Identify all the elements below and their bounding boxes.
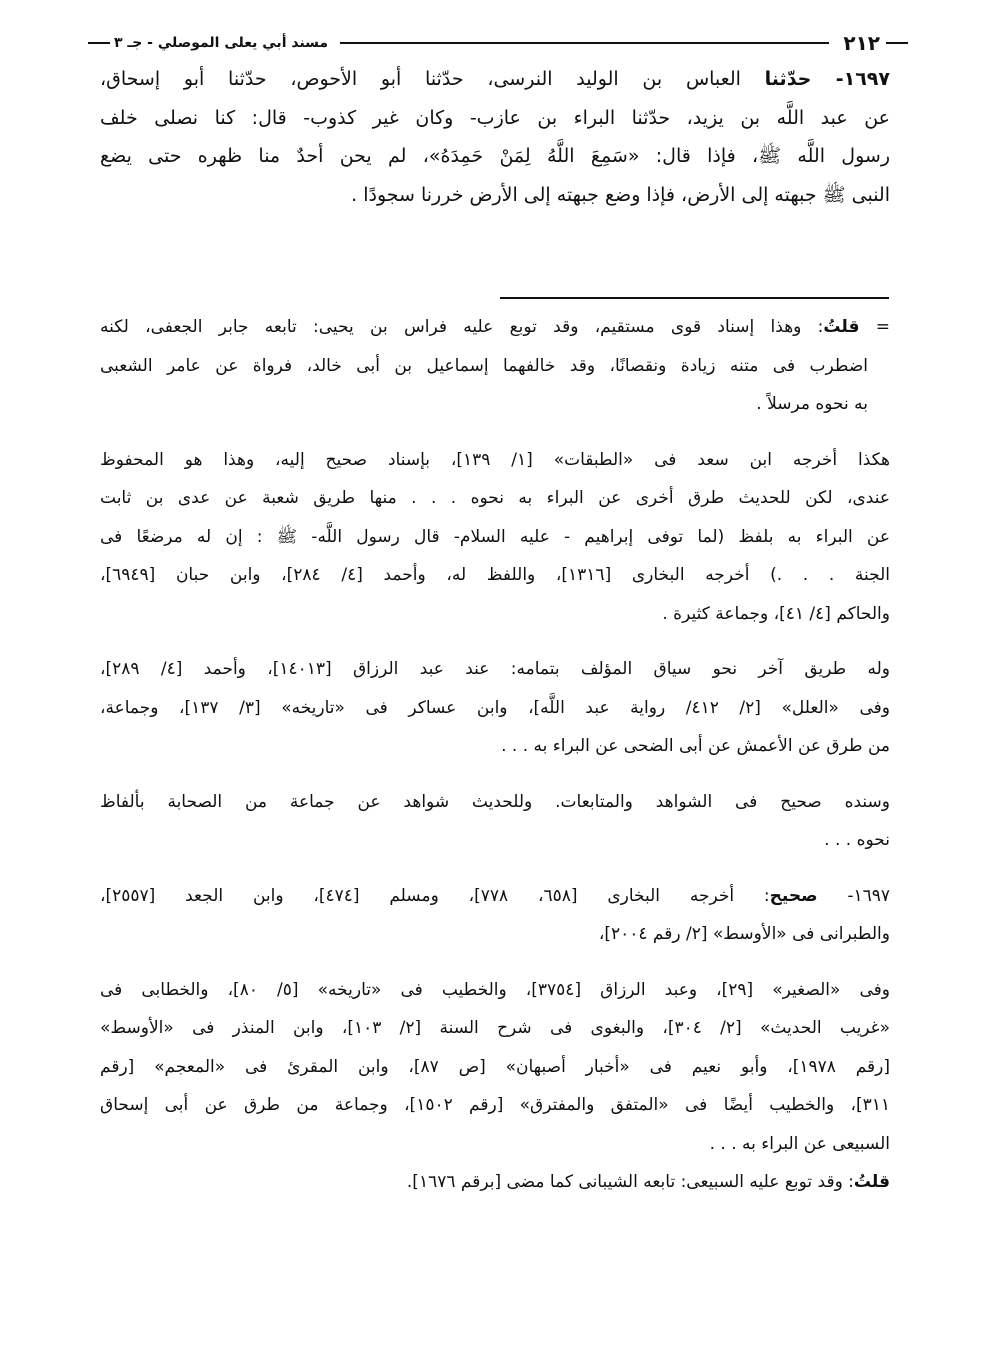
line-text: هكذا أخرجه ابن سعد فى «الطبقات» [١/ ١٣٩]، بإسناد صحيح إليه، وهذا هو المحفوظ [100,449,890,470]
text-line [100,689,890,728]
footnote-paragraph [100,971,890,1164]
text-line [100,595,890,634]
line-text: : وهذا إسناد قوى مستقيم، وقد توبع عليه فراس بن يحيى: تابعه جابر الجعفى، لكنه [100,317,824,337]
text-line [100,308,890,347]
line-text: النبى ﷺ جبهته إلى الأرض، فإذا وضع جبهته إلى الأرض خررنا سجودًا . [351,183,890,206]
footnote-paragraph [100,783,890,860]
bold-lead: ١٦٩٧- حدّثنا [764,68,890,90]
line-text: عندى، لكن للحديث طرق أخرى عن البراء به نحوه . . . منها طريق شعبة عن عدى بن ثابت [100,488,890,508]
footnotes [100,308,890,1219]
text-line [100,1086,890,1125]
line-text: من طرق عن الأعمش عن أبى الضحى عن البراء به . . . [501,736,890,756]
text-line [100,1125,890,1164]
line-text: «غريب الحديث» [٢/ ٣٠٤]، والبغوى فى شرح السنة [٢/ ١٠٣]، وابن المنذر فى «الأوسط» [100,1018,890,1038]
header-rule [340,42,829,44]
text-line [100,1163,890,1202]
line-text: [رقم ١٩٧٨]، وأبو نعيم فى «أخبار أصبهان» [ص ٨٧]، وابن المقرئ فى «المعجم» [رقم [100,1056,891,1077]
page-number: ٢١٢ [843,31,880,55]
bold-lead: قلتُ [853,1172,890,1192]
line-text: الجنة . . .) أخرجه البخارى [١٣١٦]، واللفظ له، وأحمد [٤/ ٢٨٤]، وابن حبان [٦٩٤٩]، [100,565,890,585]
line-text: عن البراء به بلفظ (لما توفى إبراهيم - عليه السلام- قال رسول اللَّه- ﷺ : إن له مرضعًا فى [100,526,890,547]
hadith-text [100,60,890,214]
line-text: : أخرجه البخارى [٦٥٨، ٧٧٨]، ومسلم [٤٧٤]، وابن الجعد [٢٥٥٧]، [100,885,770,906]
line-text: وله طريق آخر نحو سياق المؤلف بتمامه: عند عبد الرزاق [١٤٠١٣]، وأحمد [٤/ ٢٨٩]، [100,659,890,679]
footnote-paragraph [100,877,890,954]
text-line [100,385,890,424]
text-line [100,556,890,595]
footnote-separator [500,297,889,299]
header-dash [886,42,908,44]
line-text: : وقد توبع عليه السبيعى: تابعه الشيبانى كما مضى [برقم ١٦٧٦]. [406,1172,854,1192]
line-text: والحاكم [٤/ ٤١]، وجماعة كثيرة . [662,603,890,624]
text-line [100,479,890,518]
line-text: عن عبد اللَّه بن يزيد، حدّثنا البراء بن عازب- وكان غير كذوب- قال: كنا نصلى خلف [100,106,890,129]
text-line [100,347,890,386]
text-line [100,1048,890,1087]
line-text: العباس بن الوليد النرسى، حدّثنا أبو الأحوص، حدّثنا أبو إسحاق، [100,68,765,90]
text-line [100,971,890,1010]
bold-lead: صحيح [769,885,818,906]
running-title: مسند أبي يعلى الموصلي - جـ ٣ [114,35,329,51]
line-text: وفى «العلل» [٢/ ٤١٢/ رواية عبد اللَّه]، وابن عساكر فى «تاريخه» [٣/ ١٣٧]، وجماعة، [100,697,890,718]
line-text: السبيعى عن البراء به . . . [709,1133,890,1154]
text-line [100,783,890,822]
footnote-paragraph [100,1163,890,1202]
text-line [100,650,890,689]
text-line [100,441,890,480]
text-line [100,99,890,138]
line-text: وسنده صحيح فى الشواهد والمتابعات. وللحديث شواهد عن جماعة من الصحابة بألفاظ [100,791,890,812]
text-line [100,727,890,766]
line-text: ٣١١]، والخطيب أيضًا فى «المتفق والمفترق» [رقم ١٥٠٢]، وجماعة من طرق عن أبى إسحاق [100,1095,890,1115]
line-text: به نحوه مرسلاً . [756,394,868,414]
text-line [100,1009,890,1048]
header-dash [88,42,110,44]
line-text: وفى «الصغير» [٢٩]، وعبد الرزاق [٣٧٥٤]، والخطيب فى «تاريخه» [٥/ ٨٠]، والخطابى فى [100,979,890,1000]
line-prefix: = [859,317,890,337]
line-text: رسول اللَّه ﷺ، فإذا قال: «سَمِعَ اللَّهُ لِمَنْ حَمِدَهُ»، لم يحن أحدٌ منا ظهره حتى يضع [100,145,890,167]
bold-lead: قلتُ [823,317,860,337]
running-header [88,30,908,56]
line-text: والطبرانى فى «الأوسط» [٢/ رقم ٢٠٠٤]، [598,924,890,944]
footnote-paragraph [100,441,890,634]
line-prefix: ١٦٩٧- [817,885,891,906]
footnote-paragraph [100,308,890,424]
text-line [100,518,890,557]
text-line [100,821,890,860]
line-text: اضطرب فى متنه زيادة ونقصانًا، وقد خالفهما إسماعيل بن أبى خالد، فرواة عن عامر الشعبى [100,355,868,376]
text-line [100,877,890,916]
line-text: نحوه . . . [824,830,890,850]
text-line [100,137,890,176]
text-line [100,915,890,954]
text-line [100,176,890,215]
text-line [100,60,890,99]
footnote-paragraph [100,650,890,766]
